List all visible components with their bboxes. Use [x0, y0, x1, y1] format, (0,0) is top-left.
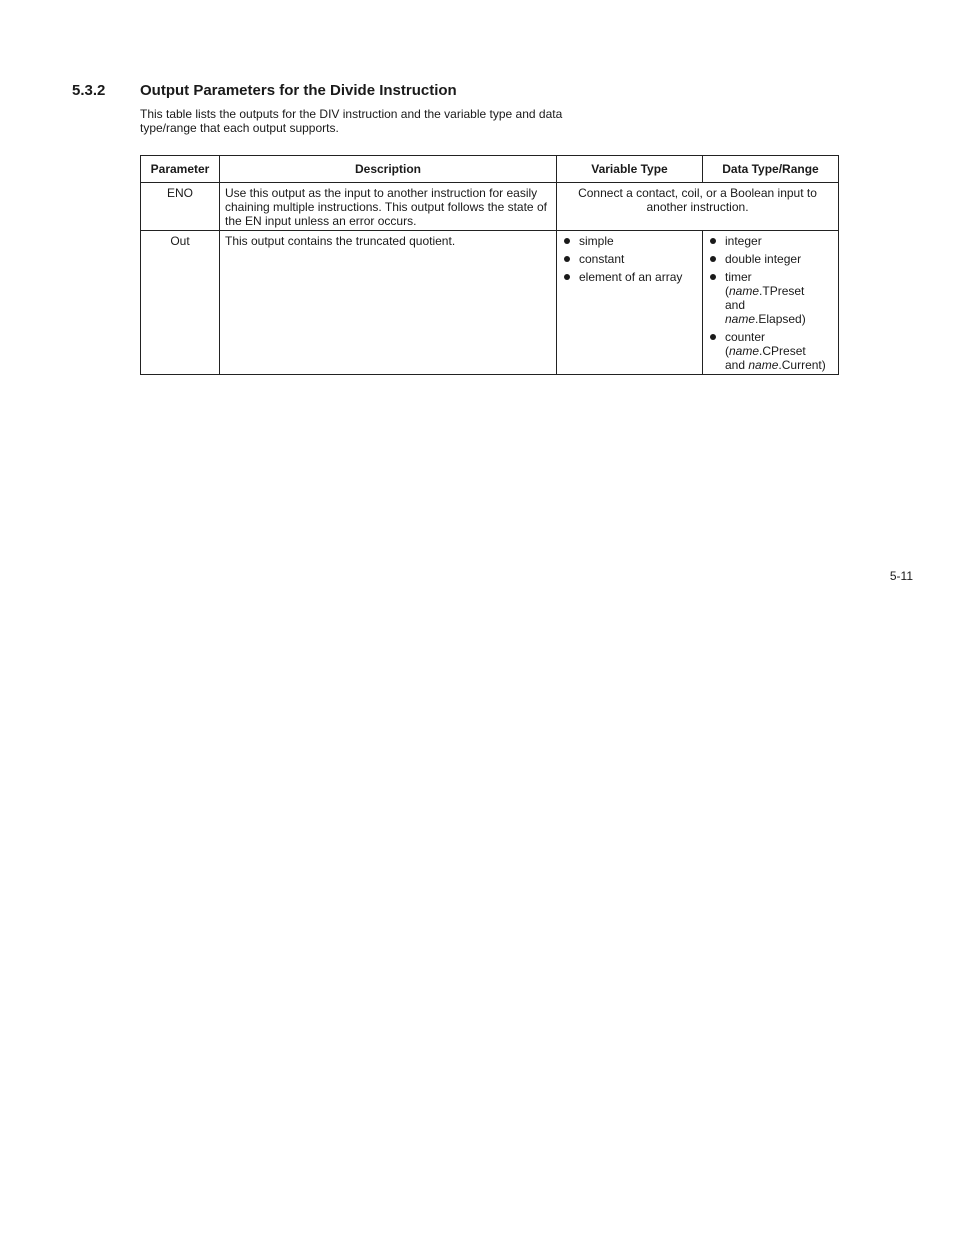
list-item	[708, 270, 833, 326]
timer-field-1: .TPreset	[759, 284, 805, 298]
counter-field-2: .Current)	[778, 358, 826, 372]
variable-data-type-cell: Connect a contact, coil, or a Boolean input to another instruction.	[557, 183, 839, 231]
table-row	[141, 183, 839, 231]
header-parameter: Parameter	[141, 156, 220, 183]
output-parameters-table	[140, 155, 839, 375]
section-number: 5.3.2	[72, 82, 106, 99]
timer-field-2: .Elapsed)	[755, 312, 806, 326]
variable-type-list	[562, 234, 697, 284]
parameter-cell: Out	[141, 231, 220, 375]
list-item: constant	[562, 252, 697, 266]
table-row	[141, 231, 839, 375]
header-description: Description	[220, 156, 557, 183]
timer-name-1: name	[729, 284, 760, 298]
timer-and: and	[725, 298, 746, 312]
parameter-cell: ENO	[141, 183, 220, 231]
list-item: element of an array	[562, 270, 697, 284]
counter-name-2: name	[748, 358, 779, 372]
header-variable-type: Variable Type	[557, 156, 703, 183]
header-data-type-range: Data Type/Range	[703, 156, 839, 183]
counter-field-1: .CPreset	[759, 344, 806, 358]
counter-open-paren: (	[725, 344, 729, 358]
page-number: 5-11	[889, 569, 913, 583]
section-title: Output Parameters for the Divide Instruction	[140, 82, 457, 99]
data-type-cell	[703, 231, 839, 375]
list-item: integer	[708, 234, 833, 248]
counter-label: counter	[725, 330, 766, 344]
counter-and: and	[725, 358, 746, 372]
variable-type-cell	[557, 231, 703, 375]
counter-name-1: name	[729, 344, 760, 358]
description-cell: This output contains the truncated quotient.	[220, 231, 557, 375]
intro-paragraph: This table lists the outputs for the DIV instruction and the variable type and data type/range that each output supports.	[140, 107, 563, 135]
list-item: double integer	[708, 252, 833, 266]
data-type-list	[708, 234, 833, 372]
timer-name-2: name	[725, 312, 756, 326]
table-header-row	[141, 156, 839, 183]
timer-open-paren: (	[725, 284, 729, 298]
timer-label: timer	[725, 270, 752, 284]
description-cell: Use this output as the input to another instruction for easily chaining multiple instructions. This output follows the state of the EN input unless an error occurs.	[220, 183, 557, 231]
list-item	[708, 330, 833, 372]
list-item: simple	[562, 234, 697, 248]
